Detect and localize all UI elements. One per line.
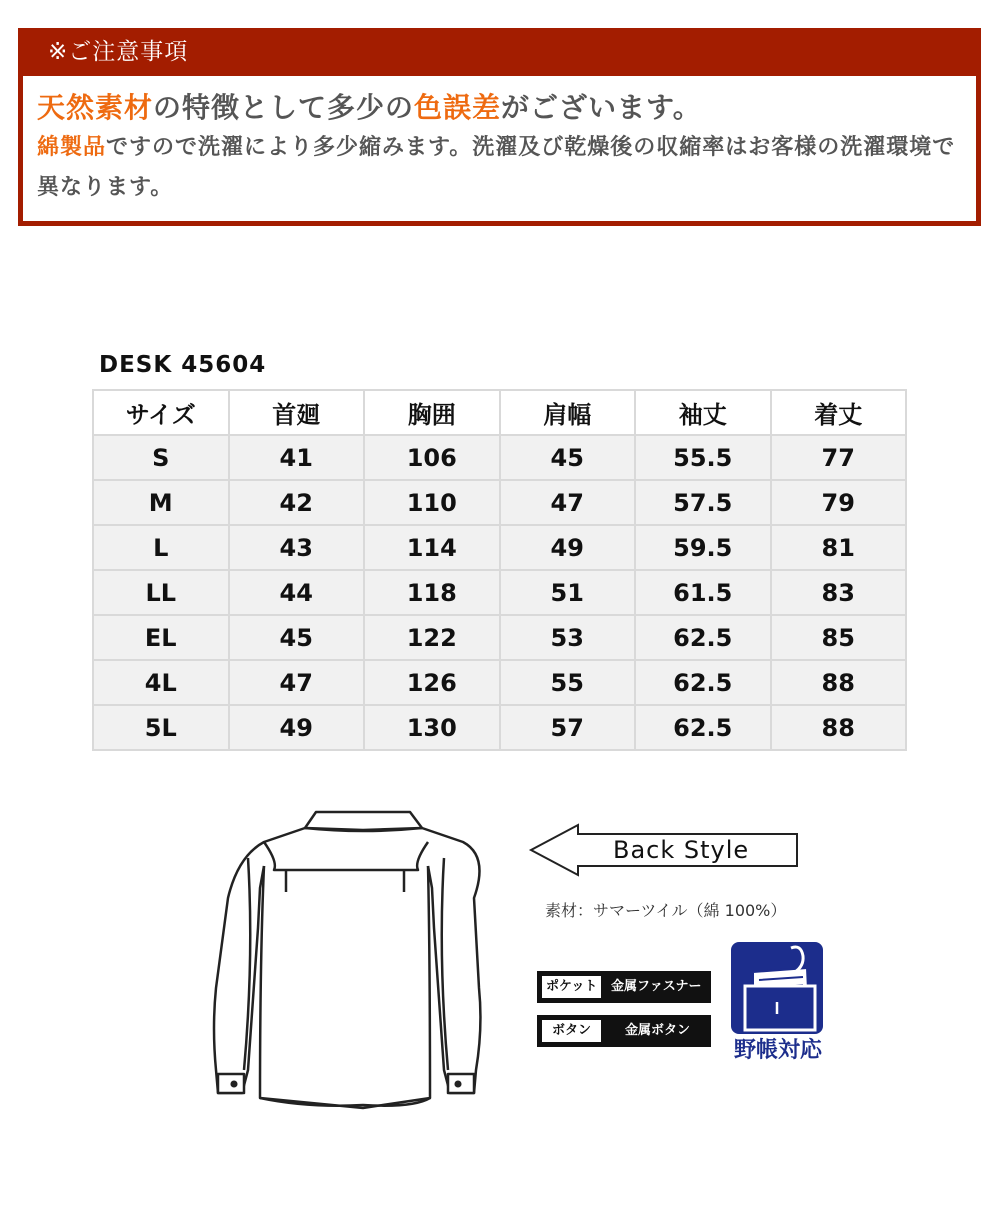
table-cell: 47	[229, 660, 365, 705]
table-cell: 62.5	[635, 615, 771, 660]
table-cell: 43	[229, 525, 365, 570]
pocket-spec-key: ポケット	[542, 976, 601, 998]
button-spec-value: 金属ボタン	[625, 1023, 691, 1038]
notice-text: ですので洗濯により多少縮みます。洗濯及び乾燥後の収縮率はお客様の洗濯環境で異なります。	[37, 135, 956, 200]
notebook-compatible-label: 野帳対応	[733, 1038, 822, 1063]
table-cell: 51	[500, 570, 636, 615]
table-row	[93, 615, 906, 660]
table-cell: 62.5	[635, 705, 771, 750]
notice-title: ※ご注意事項	[48, 39, 189, 65]
notice-body	[23, 76, 976, 221]
table-cell: 57.5	[635, 480, 771, 525]
table-row	[93, 570, 906, 615]
notice-box	[18, 28, 981, 226]
notebook-pocket-icon	[731, 942, 823, 1034]
table-cell: 88	[771, 705, 907, 750]
table-header-row	[93, 390, 906, 435]
table-cell: 57	[500, 705, 636, 750]
notice-line-shrinkage	[37, 128, 976, 208]
table-cell: 4L	[93, 660, 229, 705]
pocket-spec-value: 金属ファスナー	[611, 979, 702, 994]
table-cell: 118	[364, 570, 500, 615]
table-cell: 110	[364, 480, 500, 525]
highlight-natural-material: 天然素材	[37, 91, 154, 124]
button-spec-key: ボタン	[542, 1020, 601, 1042]
table-cell: 45	[229, 615, 365, 660]
table-cell: 114	[364, 525, 500, 570]
table-cell: 55.5	[635, 435, 771, 480]
table-cell: 81	[771, 525, 907, 570]
table-cell: M	[93, 480, 229, 525]
table-cell: 53	[500, 615, 636, 660]
table-row	[93, 705, 906, 750]
notice-text: がございます。	[501, 91, 702, 124]
header-sleeve: 袖丈	[635, 390, 771, 435]
table-cell: 83	[771, 570, 907, 615]
highlight-cotton-product: 綿製品	[37, 135, 107, 160]
header-chest: 胸囲	[364, 390, 500, 435]
table-cell: 62.5	[635, 660, 771, 705]
table-cell: 44	[229, 570, 365, 615]
table-cell: 122	[364, 615, 500, 660]
table-cell: 42	[229, 480, 365, 525]
table-row	[93, 435, 906, 480]
table-cell: 47	[500, 480, 636, 525]
table-cell: EL	[93, 615, 229, 660]
table-cell: 49	[500, 525, 636, 570]
table-row	[93, 480, 906, 525]
header-neck: 首廻	[229, 390, 365, 435]
button-spec-badge	[537, 1015, 711, 1047]
table-cell: 45	[500, 435, 636, 480]
table-cell: 55	[500, 660, 636, 705]
size-table	[92, 389, 907, 751]
table-row	[93, 525, 906, 570]
header-shoulder: 肩幅	[500, 390, 636, 435]
shirt-back-illustration	[208, 808, 483, 1118]
material-text: 素材：サマーツイル（綿 100%）	[545, 901, 787, 920]
table-cell: 49	[229, 705, 365, 750]
table-cell: 61.5	[635, 570, 771, 615]
notice-text: の特徴として多少の	[153, 91, 415, 124]
notice-line-natural-material	[37, 90, 976, 126]
table-row	[93, 660, 906, 705]
pocket-spec-badge	[537, 971, 711, 1003]
table-cell: 88	[771, 660, 907, 705]
table-cell: 130	[364, 705, 500, 750]
table-cell: L	[93, 525, 229, 570]
header-length: 着丈	[771, 390, 907, 435]
table-cell: 79	[771, 480, 907, 525]
table-cell: 106	[364, 435, 500, 480]
model-number: DESK 45604	[99, 352, 267, 378]
table-cell: LL	[93, 570, 229, 615]
table-cell: 41	[229, 435, 365, 480]
back-style-label: Back Style	[613, 836, 750, 864]
table-cell: 59.5	[635, 525, 771, 570]
table-cell: 126	[364, 660, 500, 705]
table-cell: 5L	[93, 705, 229, 750]
table-cell: S	[93, 435, 229, 480]
highlight-color-difference: 色誤差	[414, 91, 502, 124]
table-cell: 85	[771, 615, 907, 660]
table-cell: 77	[771, 435, 907, 480]
header-size: サイズ	[93, 390, 229, 435]
